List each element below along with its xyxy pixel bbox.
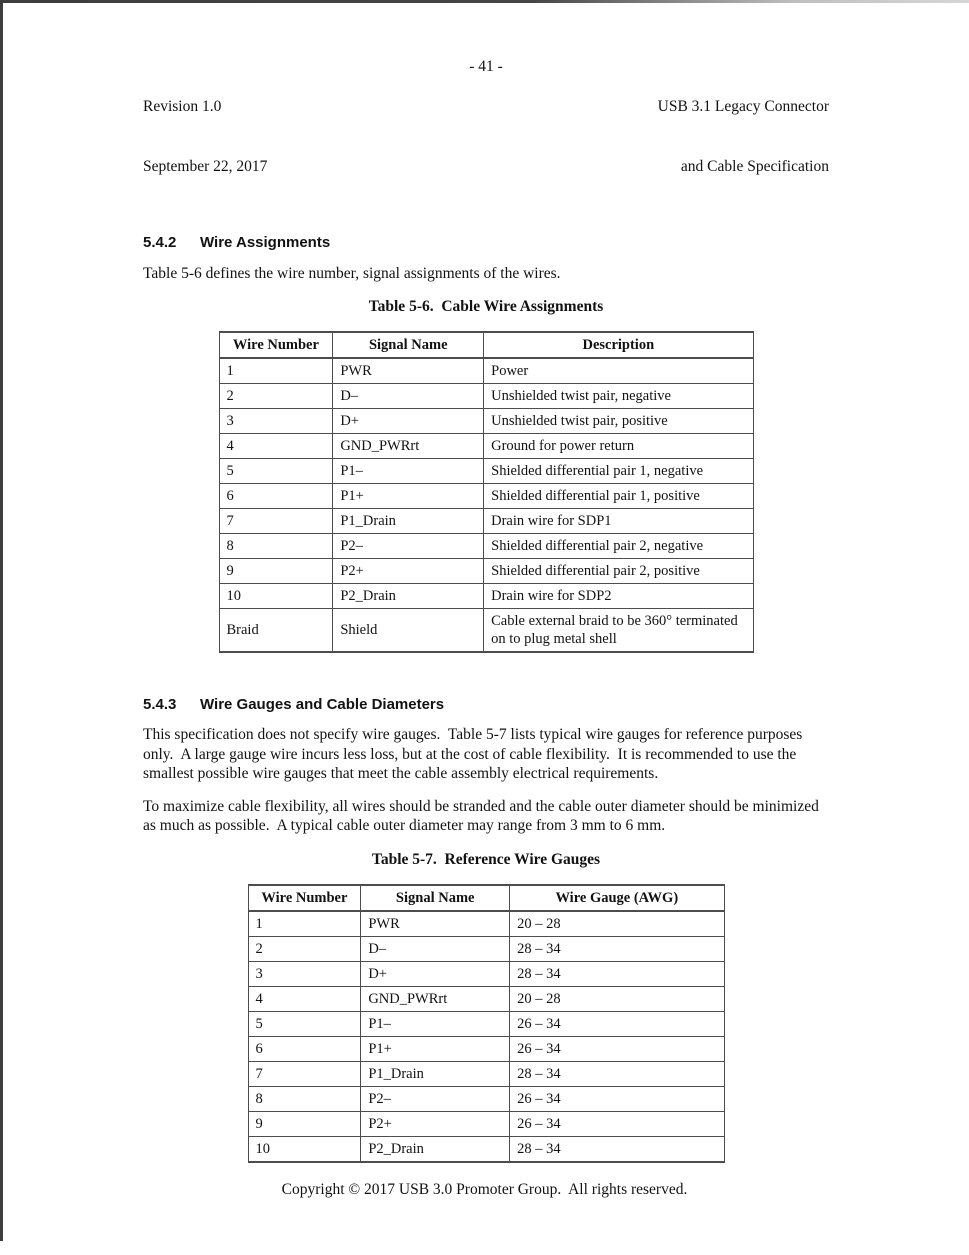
section-heading-542 (143, 235, 829, 251)
table-row (248, 936, 724, 961)
table-row (219, 559, 753, 584)
table-cell: 6 (219, 484, 333, 509)
table-cell: 6 (248, 1036, 361, 1061)
column-header: Signal Name (361, 885, 510, 911)
section-number: 5.4.2 (143, 234, 177, 251)
table-cell: P2+ (333, 559, 484, 584)
section-heading-543 (143, 697, 829, 713)
table-row (248, 1061, 724, 1086)
table-cell: 10 (248, 1136, 361, 1162)
table-5-6-head (219, 332, 753, 358)
gauges-paragraph-1: This specification does not specify wire gauges. Table 5-7 lists typical wire gauges for reference purposes only. A large gauge wire incurs less loss, but at the cost of cable flexibility. It is recommended to use the smallest possible wire gauges that meet the cable assembly electrical requirements. (143, 726, 807, 782)
table-row (219, 459, 753, 484)
table-cell: 26 – 34 (510, 1011, 724, 1036)
table-cell: 2 (248, 936, 361, 961)
table-cell: 28 – 34 (510, 936, 724, 961)
table-cell: Ground for power return (484, 434, 753, 459)
scan-edge-left (0, 0, 3, 1241)
table-cell: D– (333, 384, 484, 409)
table-cell: Shielded differential pair 1, positive (484, 484, 753, 509)
table-cell: Braid (219, 609, 333, 653)
table-cell: Drain wire for SDP1 (484, 509, 753, 534)
table-cell: D+ (333, 409, 484, 434)
table-cell: PWR (361, 911, 510, 937)
table-cell: P1_Drain (361, 1061, 510, 1086)
column-header: Wire Number (219, 332, 333, 358)
table-5-7-caption: Table 5-7. Reference Wire Gauges (371, 850, 601, 868)
column-header: Wire Gauge (AWG) (510, 885, 724, 911)
table-cell: P2– (361, 1086, 510, 1111)
table-cell: Unshielded twist pair, positive (484, 409, 753, 434)
revision-line: Revision 1.0 (143, 98, 222, 115)
table-row (248, 961, 724, 986)
table-5-7 (248, 884, 725, 1163)
table-cell: PWR (333, 358, 484, 384)
table-row (248, 1086, 724, 1111)
table-cell: 9 (248, 1111, 361, 1136)
table-row (219, 409, 753, 434)
table-row (219, 534, 753, 559)
table-cell: D+ (361, 961, 510, 986)
table-cell: GND_PWRrt (333, 434, 484, 459)
table-cell: 8 (248, 1086, 361, 1111)
table-cell: 20 – 28 (510, 911, 724, 937)
column-header: Signal Name (333, 332, 484, 358)
table-5-7-head (248, 885, 724, 911)
table-cell: P2+ (361, 1111, 510, 1136)
table-5-7-body (248, 911, 724, 1162)
table-cell: 3 (248, 961, 361, 986)
table-5-6-caption: Table 5-6. Cable Wire Assignments (368, 298, 604, 316)
table-cell: Shielded differential pair 2, negative (484, 534, 753, 559)
table-row (219, 384, 753, 409)
gauges-paragraph-2: To maximize cable flexibility, all wires should be stranded and the cable outer diameter should be minimized as much as possible. A typical cable outer diameter may range from 3 mm to 6 mm. (143, 798, 823, 835)
table-cell: 10 (219, 584, 333, 609)
table-row (219, 609, 753, 653)
table-cell: Power (484, 358, 753, 384)
copyright-footer: Copyright © 2017 USB 3.0 Promoter Group. All rights reserved. (281, 1181, 688, 1198)
intro-paragraph: Table 5-6 defines the wire number, signal assignments of the wires. (143, 265, 561, 282)
table-cell: P2_Drain (361, 1136, 510, 1162)
table-cell: 26 – 34 (510, 1036, 724, 1061)
table-cell: Shielded differential pair 1, negative (484, 459, 753, 484)
table-cell: 2 (219, 384, 333, 409)
table-cell: 7 (248, 1061, 361, 1086)
page-content (143, 0, 829, 1163)
table-5-6 (219, 331, 754, 653)
table-cell: P2_Drain (333, 584, 484, 609)
table-cell: 28 – 34 (510, 1061, 724, 1086)
table-row (248, 986, 724, 1011)
table-cell: Shield (333, 609, 484, 653)
table-cell: P1– (333, 459, 484, 484)
table-row (219, 484, 753, 509)
table-cell: 26 – 34 (510, 1086, 724, 1111)
spec-title-line2: and Cable Specification (680, 158, 829, 175)
table-row (248, 1136, 724, 1162)
table-cell: 8 (219, 534, 333, 559)
table-cell: P1+ (333, 484, 484, 509)
table-cell: D– (361, 936, 510, 961)
table-row (219, 358, 753, 384)
table-cell: P1– (361, 1011, 510, 1036)
table-cell: P1_Drain (333, 509, 484, 534)
table-row (248, 1111, 724, 1136)
page-number: - 41 - (469, 58, 503, 75)
section-title: Wire Gauges and Cable Diameters (200, 696, 445, 714)
table-cell: 4 (219, 434, 333, 459)
table-cell: P1+ (361, 1036, 510, 1061)
table-cell: 28 – 34 (510, 961, 724, 986)
table-cell: 5 (248, 1011, 361, 1036)
section-title: Wire Assignments (200, 234, 331, 251)
table-cell: 28 – 34 (510, 1136, 724, 1162)
section-number: 5.4.3 (143, 696, 177, 714)
table-cell: 20 – 28 (510, 986, 724, 1011)
table-row (219, 434, 753, 459)
header-title-block (603, 57, 829, 217)
date-line: September 22, 2017 (143, 158, 268, 175)
table-row (248, 1036, 724, 1061)
table-cell: 4 (248, 986, 361, 1011)
page-header (143, 57, 829, 217)
table-5-6-body (219, 358, 753, 652)
table-cell: 1 (248, 911, 361, 937)
table-cell: Drain wire for SDP2 (484, 584, 753, 609)
table-cell: Shielded differential pair 2, positive (484, 559, 753, 584)
table-cell: GND_PWRrt (361, 986, 510, 1011)
header-row (248, 885, 724, 911)
table-cell: 5 (219, 459, 333, 484)
table-cell: 26 – 34 (510, 1111, 724, 1136)
table-row (248, 911, 724, 937)
header-row (219, 332, 753, 358)
table-row (219, 584, 753, 609)
table-row (219, 509, 753, 534)
table-cell: 7 (219, 509, 333, 534)
spec-title-line1: USB 3.1 Legacy Connector (657, 98, 829, 115)
header-revision-block (143, 57, 369, 217)
table-cell: Unshielded twist pair, negative (484, 384, 753, 409)
column-header: Description (484, 332, 753, 358)
table-cell: Cable external braid to be 360° terminated on to plug metal shell (484, 609, 753, 653)
table-cell: 3 (219, 409, 333, 434)
table-cell: 1 (219, 358, 333, 384)
table-cell: P2– (333, 534, 484, 559)
table-cell: 9 (219, 559, 333, 584)
column-header: Wire Number (248, 885, 361, 911)
table-row (248, 1011, 724, 1036)
